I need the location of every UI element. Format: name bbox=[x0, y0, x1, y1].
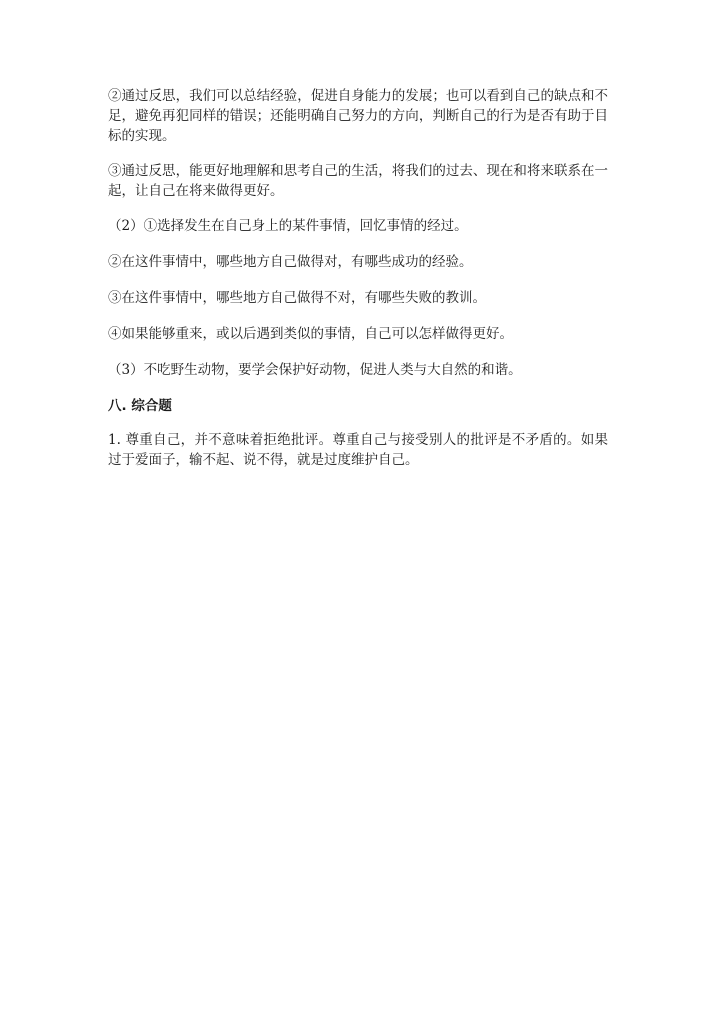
answer-paragraph-2: ③通过反思，能更好地理解和思考自己的生活，将我们的过去、现在和将来联系在一起，让自己在将来做得更好。 bbox=[108, 163, 608, 199]
answer-paragraph-4: ②在这件事情中，哪些地方自己做得对，有哪些成功的经验。 bbox=[108, 254, 473, 270]
answer-paragraph-6: ④如果能够重来，或以后遇到类似的事情，自己可以怎样做得更好。 bbox=[108, 326, 513, 342]
answer-paragraph-5: ③在这件事情中，哪些地方自己做得不对，有哪些失败的教训。 bbox=[108, 290, 486, 306]
document-page bbox=[108, 86, 608, 485]
answer-paragraph-3: （2）①选择发生在自己身上的某件事情，回忆事情的经过。 bbox=[108, 218, 468, 234]
section-paragraph-1: 1. 尊重自己，并不意味着拒绝批评。尊重自己与接受别人的批评是不矛盾的。如果过于爱面子，输不起、说不得，就是过度维护自己。 bbox=[108, 432, 608, 468]
section-heading: 八. 综合题 bbox=[108, 398, 172, 414]
answer-paragraph-7: （3）不吃野生动物，要学会保护好动物，促进人类与大自然的和谐。 bbox=[108, 362, 522, 378]
answer-paragraph-1: ②通过反思，我们可以总结经验，促进自身能力的发展；也可以看到自己的缺点和不足，避免再犯同样的错误；还能明确自己努力的方向，判断自己的行为是否有助于目标的实现。 bbox=[108, 88, 608, 144]
